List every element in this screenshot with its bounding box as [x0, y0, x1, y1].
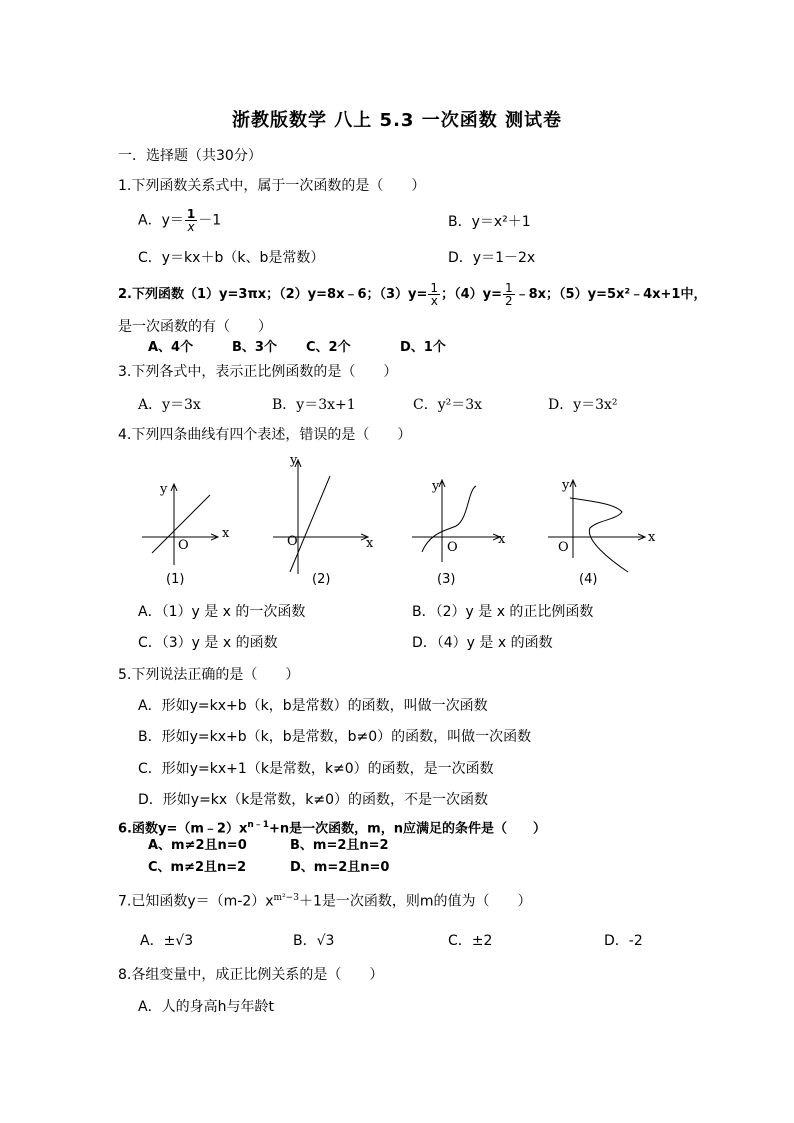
graph1-x-label: x [222, 526, 230, 541]
q6-option-c[interactable]: C、m≠2且n=2 [148, 860, 247, 875]
graph4-x-label: x [648, 530, 656, 545]
q2-option-c[interactable]: C、2个 [306, 340, 351, 355]
q4-option-c[interactable]: C．（3）y 是 x 的函数 [138, 635, 278, 651]
q1-stem: 1.下列函数关系式中，属于一次函数的是（ ） [118, 178, 426, 194]
graph4-caption: (4) [579, 572, 598, 587]
q6-stem: 6.函数$y=(m﹣2)x^{n﹣1}+n$是一次函数，m，n应满足的条件是（ ） [118, 820, 546, 837]
q4-option-b[interactable]: B．（2）y 是 x 的正比例函数 [412, 604, 594, 620]
graph4-origin: O [558, 540, 569, 555]
q1-option-c[interactable]: C．y＝kx＋b（k、b是常数） [138, 250, 325, 266]
q5-option-d[interactable]: D．形如y=kx（k是常数，k≠0）的函数，不是一次函数 [138, 792, 489, 808]
q6-option-d[interactable]: D、m=2且n=0 [290, 860, 390, 875]
q2-option-d[interactable]: D、1个 [400, 340, 446, 355]
q5-option-a[interactable]: A．形如y=kx+b（k，b是常数）的函数，叫做一次函数 [138, 698, 488, 714]
q5-stem: 5.下列说法正确的是（ ） [118, 667, 300, 683]
q7-stem: 7.已知函数$y=(m-2)x^{m^2-3}+1$是一次函数，则m的值为（ ） [118, 893, 532, 910]
q3-option-c[interactable]: C．y²＝3x [413, 397, 483, 413]
q1-option-b[interactable]: B．y＝x²＋1 [448, 214, 531, 230]
graph4-y-label: y [562, 478, 570, 493]
page-title: 浙教版数学 八上 5.3 一次函数 测试卷 [232, 110, 562, 131]
q3-option-d[interactable]: D．y＝3x² [548, 397, 618, 413]
graph1-origin: O [178, 538, 189, 553]
q3-option-b[interactable]: B．y＝3x+1 [272, 397, 356, 413]
q4-stem: 4.下列四条曲线有四个表述，错误的是（ ） [118, 427, 412, 443]
graph1-caption: (1) [166, 572, 185, 587]
q1-option-a[interactable]: A．y＝ $\frac{1}{x}$ －1 [138, 207, 222, 234]
q5-option-b[interactable]: B．形如y=kx+b（k，b是常数，b≠0）的函数，叫做一次函数 [138, 729, 532, 745]
q6-option-a[interactable]: A、m≠2且n=0 [148, 838, 247, 853]
q1-option-d[interactable]: D．y＝1－2x [448, 250, 536, 266]
q3-option-a[interactable]: A．y＝3x [138, 397, 201, 413]
graph3-origin: O [447, 540, 458, 555]
q5-option-c[interactable]: C．形如y=kx+1（k是常数，k≠0）的函数，是一次函数 [138, 761, 494, 777]
section-heading: 一．选择题（共30分） [118, 148, 262, 164]
graph1-y-label: y [160, 482, 168, 497]
q7-option-a[interactable]: A．±√3 [140, 933, 194, 949]
graph2-y-label: y [290, 453, 298, 468]
graph2-origin: O [287, 534, 298, 549]
q7-option-d[interactable]: D．-2 [604, 933, 643, 949]
q2-stem: 2.下列函数（1）y=3πx；（2）y=8x﹣6；（3）y= $\frac{1}{x}$ ；（4）y= $\frac{1}{2}$ ﹣8x；（5）y=5x²﹣4x+1中， [118, 281, 707, 308]
q3-stem: 3.下列各式中，表示正比例函数的是（ ） [118, 364, 398, 380]
q7-option-c[interactable]: C．±2 [448, 933, 493, 949]
q4-graphs [130, 450, 670, 590]
graph-2 [273, 460, 368, 574]
q6-option-b[interactable]: B、m=2且n=2 [290, 838, 389, 853]
q4-option-d[interactable]: D．（4）y 是 x 的函数 [412, 635, 553, 651]
q4-option-a[interactable]: A．（1）y 是 x 的一次函数 [138, 604, 306, 620]
q2-stem-line2: 是一次函数的有（ ） [118, 319, 272, 335]
graph2-x-label: x [366, 536, 374, 551]
graph3-x-label: x [498, 532, 506, 547]
graph3-caption: (3) [437, 572, 456, 587]
q2-option-b[interactable]: B、3个 [232, 340, 277, 355]
q8-option-a[interactable]: A．人的身高h与年龄t [138, 999, 274, 1015]
graph-4 [548, 480, 645, 572]
q7-option-b[interactable]: B．√3 [293, 933, 335, 949]
graph2-caption: (2) [312, 572, 331, 587]
q1-fraction: $\frac{1}{x}$ [186, 207, 196, 234]
q8-stem: 8.各组变量中，成正比例关系的是（ ） [118, 967, 384, 983]
graph3-y-label: y [432, 479, 440, 494]
q2-option-a[interactable]: A、4个 [148, 340, 194, 355]
